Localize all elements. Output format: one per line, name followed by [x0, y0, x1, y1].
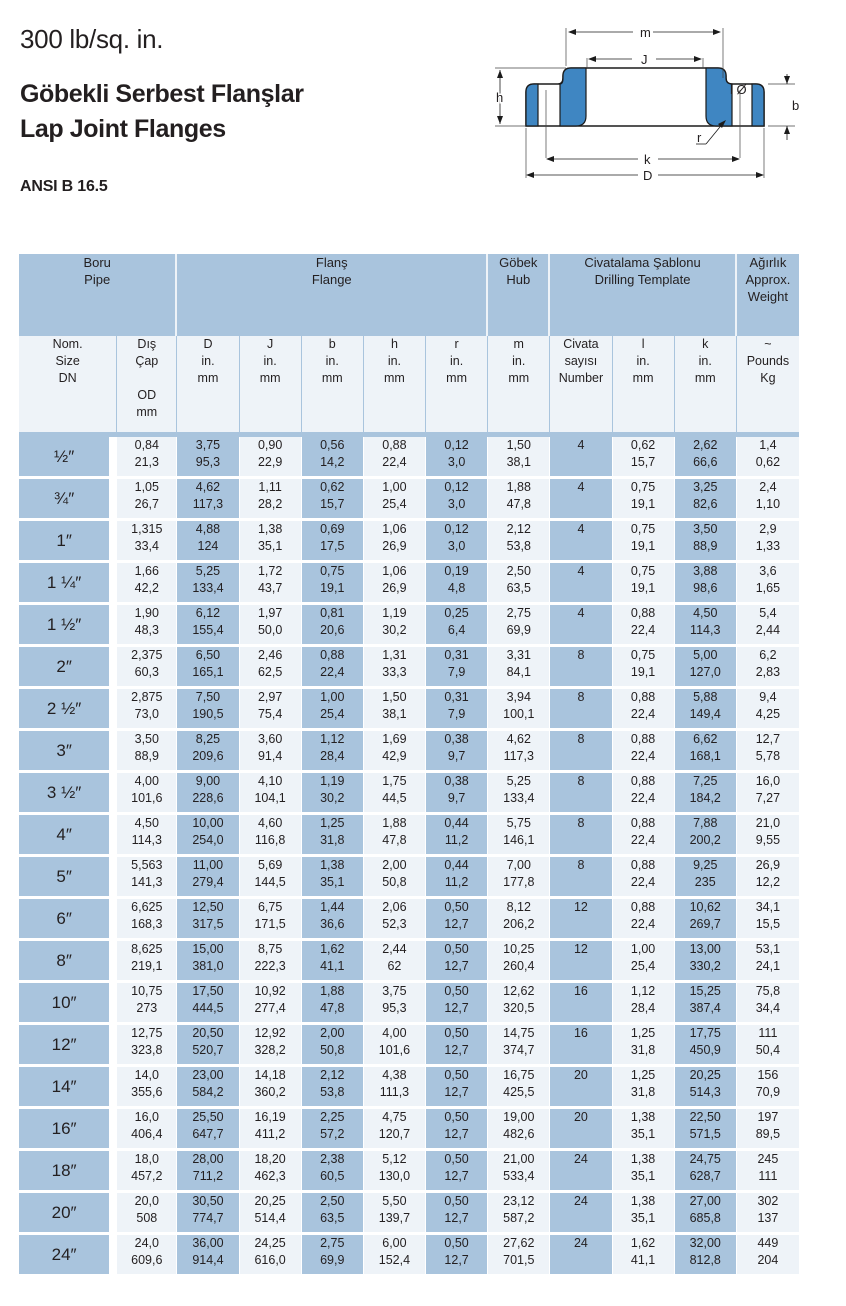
- cell-od: 24,0 609,6: [117, 1235, 177, 1277]
- cell-k: 3,88 98,6: [675, 563, 737, 605]
- cell-l: 0,88 22,4: [613, 605, 675, 647]
- table-row: [19, 1235, 799, 1277]
- cell-l: 1,00 25,4: [613, 941, 675, 983]
- cell-od: 1,66 42,2: [117, 563, 177, 605]
- cell-h: 1,06 26,9: [364, 521, 426, 563]
- cell-w: 245 111: [737, 1151, 799, 1193]
- cell-n: 12: [550, 899, 612, 941]
- cell-n: 4: [550, 605, 612, 647]
- cell-od: 8,625 219,1: [117, 941, 177, 983]
- cell-r: 0,38 9,7: [426, 731, 488, 773]
- cell-m: 2,75 69,9: [488, 605, 550, 647]
- cell-b: 2,75 69,9: [302, 1235, 364, 1277]
- column-header: b in. mm: [302, 336, 364, 432]
- column-header: r in. mm: [426, 336, 488, 432]
- group-weight: Ağırlık Approx. Weight: [737, 254, 799, 336]
- cell-l: 0,75 19,1: [613, 563, 675, 605]
- cell-j: 1,72 43,7: [240, 563, 302, 605]
- cell-d: 28,00 711,2: [177, 1151, 239, 1193]
- cell-n: 8: [550, 689, 612, 731]
- cell-k: 24,75 628,7: [675, 1151, 737, 1193]
- flange-dimensions-table: [19, 254, 799, 1277]
- cell-od: 10,75 273: [117, 983, 177, 1025]
- cell-r: 0,50 12,7: [426, 1025, 488, 1067]
- cell-w: 21,0 9,55: [737, 815, 799, 857]
- cell-l: 0,88 22,4: [613, 857, 675, 899]
- cell-k: 3,25 82,6: [675, 479, 737, 521]
- cell-od: 18,0 457,2: [117, 1151, 177, 1193]
- cell-r: 0,12 3,0: [426, 521, 488, 563]
- cell-j: 12,92 328,2: [240, 1025, 302, 1067]
- cell-d: 3,75 95,3: [177, 437, 239, 479]
- table-row: [19, 647, 799, 689]
- nominal-size: 8″: [19, 941, 117, 983]
- cell-b: 2,38 60,5: [302, 1151, 364, 1193]
- nominal-size: 1″: [19, 521, 117, 563]
- nominal-size: 3 ½″: [19, 773, 117, 815]
- cell-k: 7,88 200,2: [675, 815, 737, 857]
- cell-w: 12,7 5,78: [737, 731, 799, 773]
- cell-n: 8: [550, 731, 612, 773]
- cell-j: 1,97 50,0: [240, 605, 302, 647]
- label-l: l Ø: [730, 82, 747, 97]
- cell-m: 1,50 38,1: [488, 437, 550, 479]
- cell-n: 12: [550, 941, 612, 983]
- hub-left-section: [560, 68, 586, 126]
- cell-m: 4,62 117,3: [488, 731, 550, 773]
- column-header: J in. mm: [240, 336, 302, 432]
- cell-l: 0,75 19,1: [613, 647, 675, 689]
- cell-d: 10,00 254,0: [177, 815, 239, 857]
- cell-r: 0,12 3,0: [426, 437, 488, 479]
- cell-b: 2,12 53,8: [302, 1067, 364, 1109]
- cell-w: 111 50,4: [737, 1025, 799, 1067]
- label-h: h: [496, 90, 504, 105]
- cell-k: 22,50 571,5: [675, 1109, 737, 1151]
- cell-w: 302 137: [737, 1193, 799, 1235]
- cell-r: 0,50 12,7: [426, 899, 488, 941]
- cell-m: 2,12 53,8: [488, 521, 550, 563]
- cell-b: 0,88 22,4: [302, 647, 364, 689]
- table-row: [19, 563, 799, 605]
- table-row: [19, 1109, 799, 1151]
- cell-b: 0,56 14,2: [302, 437, 364, 479]
- cell-d: 7,50 190,5: [177, 689, 239, 731]
- cell-n: 4: [550, 437, 612, 479]
- table-row: [19, 1025, 799, 1067]
- cell-j: 14,18 360,2: [240, 1067, 302, 1109]
- cell-n: 20: [550, 1109, 612, 1151]
- cell-od: 4,50 114,3: [117, 815, 177, 857]
- cell-n: 4: [550, 521, 612, 563]
- cell-n: 8: [550, 647, 612, 689]
- hub-right-section: [706, 68, 732, 126]
- cell-w: 9,4 4,25: [737, 689, 799, 731]
- cell-m: 14,75 374,7: [488, 1025, 550, 1067]
- cell-d: 9,00 228,6: [177, 773, 239, 815]
- cell-j: 10,92 277,4: [240, 983, 302, 1025]
- column-header-row: [19, 336, 799, 432]
- cell-od: 1,315 33,4: [117, 521, 177, 563]
- cell-b: 0,81 20,6: [302, 605, 364, 647]
- cell-d: 20,50 520,7: [177, 1025, 239, 1067]
- cell-w: 449 204: [737, 1235, 799, 1277]
- cell-d: 25,50 647,7: [177, 1109, 239, 1151]
- cell-r: 0,38 9,7: [426, 773, 488, 815]
- column-header: m in. mm: [488, 336, 550, 432]
- cell-h: 2,06 52,3: [364, 899, 426, 941]
- cell-r: 0,50 12,7: [426, 941, 488, 983]
- cell-k: 20,25 514,3: [675, 1067, 737, 1109]
- cell-k: 10,62 269,7: [675, 899, 737, 941]
- label-m: m: [640, 25, 651, 40]
- table-row: [19, 815, 799, 857]
- label-D: D: [643, 168, 653, 183]
- cell-j: 4,10 104,1: [240, 773, 302, 815]
- cell-d: 12,50 317,5: [177, 899, 239, 941]
- cell-m: 8,12 206,2: [488, 899, 550, 941]
- table-row: [19, 1193, 799, 1235]
- group-drilling-template: Civatalama Şablonu Drilling Template: [550, 254, 736, 336]
- cell-r: 0,12 3,0: [426, 479, 488, 521]
- cell-b: 1,12 28,4: [302, 731, 364, 773]
- cell-k: 3,50 88,9: [675, 521, 737, 563]
- cell-od: 20,0 508: [117, 1193, 177, 1235]
- cell-n: 24: [550, 1193, 612, 1235]
- cell-h: 4,75 120,7: [364, 1109, 426, 1151]
- cell-l: 1,25 31,8: [613, 1025, 675, 1067]
- cell-j: 1,11 28,2: [240, 479, 302, 521]
- cell-r: 0,50 12,7: [426, 983, 488, 1025]
- cell-m: 16,75 425,5: [488, 1067, 550, 1109]
- table-row: [19, 1151, 799, 1193]
- column-header: k in. mm: [675, 336, 737, 432]
- table-row: [19, 773, 799, 815]
- cell-m: 3,94 100,1: [488, 689, 550, 731]
- cell-od: 1,90 48,3: [117, 605, 177, 647]
- cell-n: 8: [550, 857, 612, 899]
- cell-l: 0,88 22,4: [613, 899, 675, 941]
- cell-w: 6,2 2,83: [737, 647, 799, 689]
- cell-w: 2,9 1,33: [737, 521, 799, 563]
- cell-od: 12,75 323,8: [117, 1025, 177, 1067]
- cell-r: 0,25 6,4: [426, 605, 488, 647]
- cell-m: 23,12 587,2: [488, 1193, 550, 1235]
- nominal-size: 5″: [19, 857, 117, 899]
- cell-j: 4,60 116,8: [240, 815, 302, 857]
- nominal-size: 24″: [19, 1235, 117, 1277]
- cell-b: 1,44 36,6: [302, 899, 364, 941]
- cell-b: 2,50 63,5: [302, 1193, 364, 1235]
- cell-od: 4,00 101,6: [117, 773, 177, 815]
- cell-w: 1,4 0,62: [737, 437, 799, 479]
- cell-n: 4: [550, 479, 612, 521]
- column-header: D in. mm: [177, 336, 239, 432]
- cell-r: 0,44 11,2: [426, 857, 488, 899]
- title-turkish: Göbekli Serbest Flanşlar: [20, 80, 304, 108]
- cell-l: 0,62 15,7: [613, 437, 675, 479]
- cell-h: 2,44 62: [364, 941, 426, 983]
- cell-m: 21,00 533,4: [488, 1151, 550, 1193]
- cell-r: 0,50 12,7: [426, 1235, 488, 1277]
- cell-m: 12,62 320,5: [488, 983, 550, 1025]
- title-english: Lap Joint Flanges: [20, 115, 226, 143]
- table-row: [19, 689, 799, 731]
- cell-k: 7,25 184,2: [675, 773, 737, 815]
- cell-b: 2,25 57,2: [302, 1109, 364, 1151]
- cell-d: 30,50 774,7: [177, 1193, 239, 1235]
- cell-d: 8,25 209,6: [177, 731, 239, 773]
- cell-k: 9,25 235: [675, 857, 737, 899]
- cell-d: 6,12 155,4: [177, 605, 239, 647]
- cell-l: 1,62 41,1: [613, 1235, 675, 1277]
- cell-r: 0,44 11,2: [426, 815, 488, 857]
- column-header: ~ Pounds Kg: [737, 336, 799, 432]
- cell-l: 0,75 19,1: [613, 479, 675, 521]
- cell-h: 2,00 50,8: [364, 857, 426, 899]
- cell-j: 0,90 22,9: [240, 437, 302, 479]
- cell-w: 3,6 1,65: [737, 563, 799, 605]
- cell-od: 2,875 73,0: [117, 689, 177, 731]
- nominal-size: 12″: [19, 1025, 117, 1067]
- cell-w: 197 89,5: [737, 1109, 799, 1151]
- cell-n: 8: [550, 773, 612, 815]
- nominal-size: 2 ½″: [19, 689, 117, 731]
- cell-k: 4,50 114,3: [675, 605, 737, 647]
- nominal-size: 20″: [19, 1193, 117, 1235]
- cell-n: 16: [550, 983, 612, 1025]
- cell-k: 15,25 387,4: [675, 983, 737, 1025]
- cell-j: 2,97 75,4: [240, 689, 302, 731]
- cell-b: 0,75 19,1: [302, 563, 364, 605]
- cell-m: 5,25 133,4: [488, 773, 550, 815]
- table-row: [19, 1067, 799, 1109]
- cell-h: 5,12 130,0: [364, 1151, 426, 1193]
- cell-k: 32,00 812,8: [675, 1235, 737, 1277]
- flange-left-section: [526, 84, 538, 126]
- cell-w: 34,1 15,5: [737, 899, 799, 941]
- cell-n: 24: [550, 1235, 612, 1277]
- cell-m: 7,00 177,8: [488, 857, 550, 899]
- flange-right-section: [752, 84, 764, 126]
- cell-l: 0,88 22,4: [613, 731, 675, 773]
- cell-l: 0,75 19,1: [613, 521, 675, 563]
- label-r: r: [697, 130, 702, 145]
- table-row: [19, 983, 799, 1025]
- table-row: [19, 437, 799, 479]
- column-header: Civata sayısı Number: [550, 336, 612, 432]
- nominal-size: 18″: [19, 1151, 117, 1193]
- cell-od: 14,0 355,6: [117, 1067, 177, 1109]
- cell-od: 16,0 406,4: [117, 1109, 177, 1151]
- nominal-size: 16″: [19, 1109, 117, 1151]
- nominal-size: 4″: [19, 815, 117, 857]
- cell-l: 1,38 35,1: [613, 1109, 675, 1151]
- table-body: [19, 437, 799, 1277]
- cell-h: 6,00 152,4: [364, 1235, 426, 1277]
- cell-h: 4,00 101,6: [364, 1025, 426, 1067]
- cell-m: 3,31 84,1: [488, 647, 550, 689]
- column-header: Dış Çap OD mm: [117, 336, 177, 432]
- nominal-size: 3″: [19, 731, 117, 773]
- table-row: [19, 479, 799, 521]
- cell-d: 11,00 279,4: [177, 857, 239, 899]
- cell-n: 24: [550, 1151, 612, 1193]
- cell-r: 0,50 12,7: [426, 1193, 488, 1235]
- cell-l: 1,38 35,1: [613, 1151, 675, 1193]
- nominal-size: 6″: [19, 899, 117, 941]
- cell-h: 1,50 38,1: [364, 689, 426, 731]
- cell-w: 53,1 24,1: [737, 941, 799, 983]
- cell-h: 1,06 26,9: [364, 563, 426, 605]
- table-row: [19, 521, 799, 563]
- cell-k: 6,62 168,1: [675, 731, 737, 773]
- cell-w: 2,4 1,10: [737, 479, 799, 521]
- cell-j: 5,69 144,5: [240, 857, 302, 899]
- cell-l: 0,88 22,4: [613, 815, 675, 857]
- cell-od: 1,05 26,7: [117, 479, 177, 521]
- column-header: Nom. Size DN: [19, 336, 117, 432]
- cell-r: 0,19 4,8: [426, 563, 488, 605]
- cell-h: 4,38 111,3: [364, 1067, 426, 1109]
- column-header: l in. mm: [613, 336, 675, 432]
- cell-j: 20,25 514,4: [240, 1193, 302, 1235]
- cell-m: 27,62 701,5: [488, 1235, 550, 1277]
- nominal-size: 10″: [19, 983, 117, 1025]
- cell-j: 8,75 222,3: [240, 941, 302, 983]
- cell-od: 2,375 60,3: [117, 647, 177, 689]
- table-row: [19, 899, 799, 941]
- cell-j: 18,20 462,3: [240, 1151, 302, 1193]
- cell-k: 5,88 149,4: [675, 689, 737, 731]
- cell-b: 1,19 30,2: [302, 773, 364, 815]
- cell-d: 15,00 381,0: [177, 941, 239, 983]
- cell-m: 2,50 63,5: [488, 563, 550, 605]
- cell-od: 6,625 168,3: [117, 899, 177, 941]
- cell-r: 0,31 7,9: [426, 689, 488, 731]
- cell-l: 0,88 22,4: [613, 689, 675, 731]
- standard-label: ANSI B 16.5: [20, 178, 108, 195]
- label-J: J: [641, 52, 648, 67]
- label-k: k: [644, 152, 651, 167]
- cell-h: 1,75 44,5: [364, 773, 426, 815]
- group-hub: Göbek Hub: [488, 254, 550, 336]
- cell-h: 0,88 22,4: [364, 437, 426, 479]
- cell-h: 1,31 33,3: [364, 647, 426, 689]
- cell-h: 1,69 42,9: [364, 731, 426, 773]
- cell-n: 20: [550, 1067, 612, 1109]
- table-row: [19, 857, 799, 899]
- cell-j: 6,75 171,5: [240, 899, 302, 941]
- cell-k: 5,00 127,0: [675, 647, 737, 689]
- cell-j: 1,38 35,1: [240, 521, 302, 563]
- cell-b: 0,62 15,7: [302, 479, 364, 521]
- cell-b: 2,00 50,8: [302, 1025, 364, 1067]
- cell-r: 0,31 7,9: [426, 647, 488, 689]
- nominal-size: ½″: [19, 437, 117, 479]
- table-row: [19, 941, 799, 983]
- cell-l: 1,25 31,8: [613, 1067, 675, 1109]
- cell-b: 1,88 47,8: [302, 983, 364, 1025]
- cell-l: 1,12 28,4: [613, 983, 675, 1025]
- cell-m: 5,75 146,1: [488, 815, 550, 857]
- cell-w: 26,9 12,2: [737, 857, 799, 899]
- group-pipe: Boru Pipe: [19, 254, 177, 336]
- group-header-row: [19, 254, 799, 336]
- cell-w: 16,0 7,27: [737, 773, 799, 815]
- cell-h: 5,50 139,7: [364, 1193, 426, 1235]
- cell-h: 3,75 95,3: [364, 983, 426, 1025]
- label-b: b: [792, 98, 800, 113]
- cell-m: 10,25 260,4: [488, 941, 550, 983]
- cell-k: 27,00 685,8: [675, 1193, 737, 1235]
- cell-d: 36,00 914,4: [177, 1235, 239, 1277]
- cell-d: 4,62 117,3: [177, 479, 239, 521]
- cell-d: 23,00 584,2: [177, 1067, 239, 1109]
- nominal-size: 1 ½″: [19, 605, 117, 647]
- cell-j: 3,60 91,4: [240, 731, 302, 773]
- table-row: [19, 731, 799, 773]
- cell-h: 1,00 25,4: [364, 479, 426, 521]
- cell-od: 0,84 21,3: [117, 437, 177, 479]
- cell-b: 1,38 35,1: [302, 857, 364, 899]
- column-header: h in. mm: [364, 336, 426, 432]
- cell-od: 3,50 88,9: [117, 731, 177, 773]
- cell-j: 24,25 616,0: [240, 1235, 302, 1277]
- cell-d: 5,25 133,4: [177, 563, 239, 605]
- cell-d: 4,88 124: [177, 521, 239, 563]
- cell-w: 156 70,9: [737, 1067, 799, 1109]
- pressure-rating: 300 lb/sq. in.: [20, 24, 164, 54]
- cell-h: 1,88 47,8: [364, 815, 426, 857]
- cell-r: 0,50 12,7: [426, 1067, 488, 1109]
- nominal-size: 2″: [19, 647, 117, 689]
- cell-b: 1,62 41,1: [302, 941, 364, 983]
- nominal-size: 1 ¼″: [19, 563, 117, 605]
- cell-d: 6,50 165,1: [177, 647, 239, 689]
- cell-h: 1,19 30,2: [364, 605, 426, 647]
- flange-diagram: [490, 18, 810, 188]
- cell-r: 0,50 12,7: [426, 1109, 488, 1151]
- cell-b: 1,25 31,8: [302, 815, 364, 857]
- cell-k: 13,00 330,2: [675, 941, 737, 983]
- cell-w: 75,8 34,4: [737, 983, 799, 1025]
- cell-m: 1,88 47,8: [488, 479, 550, 521]
- cell-n: 16: [550, 1025, 612, 1067]
- cell-k: 2,62 66,6: [675, 437, 737, 479]
- nominal-size: 14″: [19, 1067, 117, 1109]
- cell-j: 2,46 62,5: [240, 647, 302, 689]
- cell-od: 5,563 141,3: [117, 857, 177, 899]
- cell-b: 1,00 25,4: [302, 689, 364, 731]
- table-row: [19, 605, 799, 647]
- cell-b: 0,69 17,5: [302, 521, 364, 563]
- cell-d: 17,50 444,5: [177, 983, 239, 1025]
- cell-k: 17,75 450,9: [675, 1025, 737, 1067]
- cell-m: 19,00 482,6: [488, 1109, 550, 1151]
- cell-n: 4: [550, 563, 612, 605]
- group-flange: Flanş Flange: [177, 254, 488, 336]
- cell-l: 1,38 35,1: [613, 1193, 675, 1235]
- cell-r: 0,50 12,7: [426, 1151, 488, 1193]
- cell-l: 0,88 22,4: [613, 773, 675, 815]
- nominal-size: ¾″: [19, 479, 117, 521]
- cell-n: 8: [550, 815, 612, 857]
- cell-w: 5,4 2,44: [737, 605, 799, 647]
- cell-j: 16,19 411,2: [240, 1109, 302, 1151]
